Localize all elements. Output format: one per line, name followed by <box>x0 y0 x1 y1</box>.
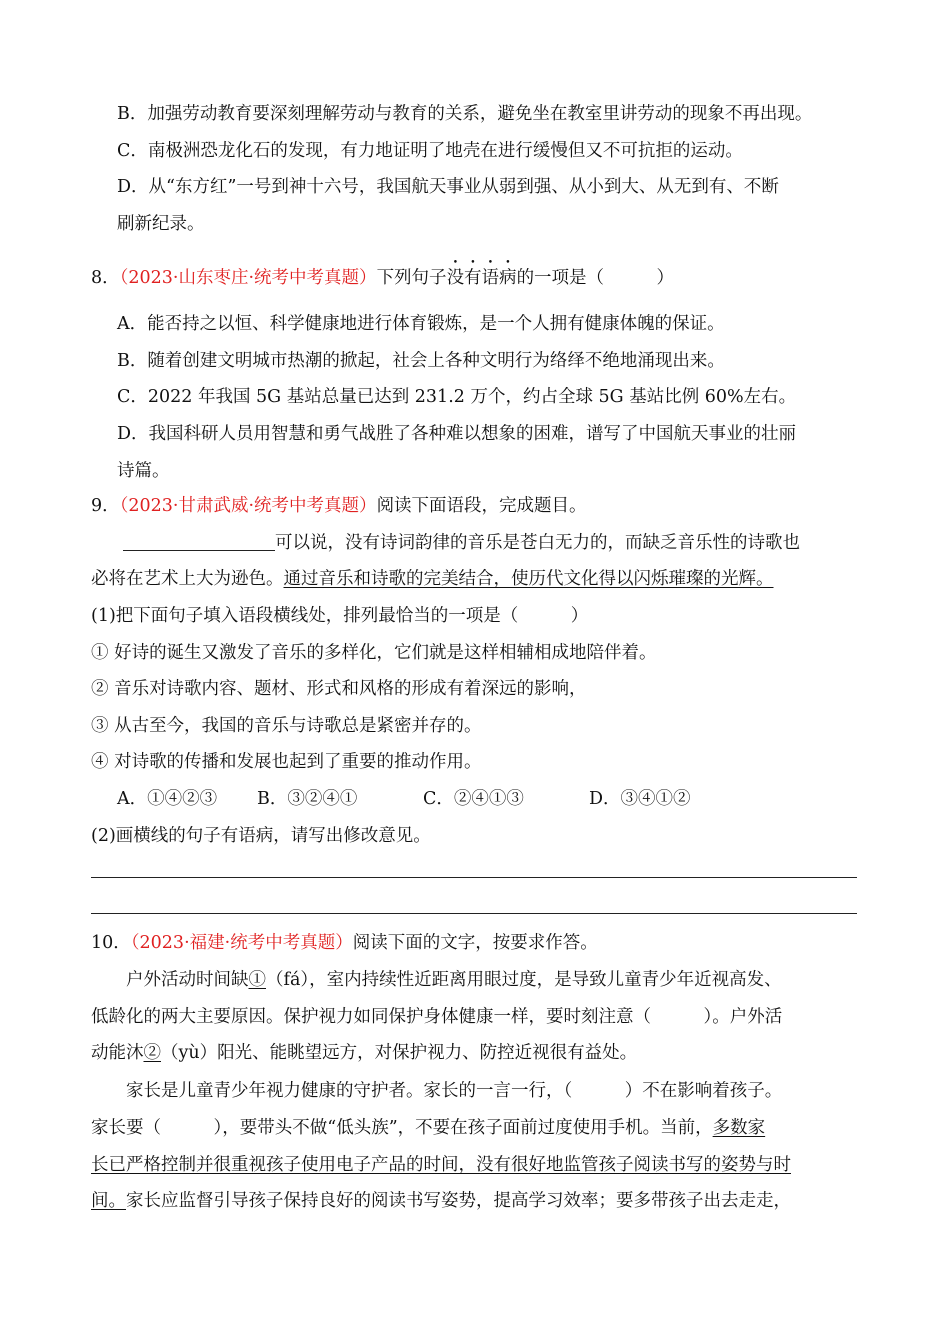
stem-text-end: 的一项是（ ） <box>516 268 675 288</box>
q7-option-d-line1: D．从“东方红”一号到神十六号，我国航天事业从弱到强、从小到大、从无到有、不断 <box>117 177 779 197</box>
q9-option-a: A．①④②③ <box>117 789 218 809</box>
underlined-sentence: 通过音乐和诗歌的完美结合，使历代文化得以闪烁璀璨的光辉。 <box>283 569 774 589</box>
q10-p2-line4 <box>91 1189 791 1213</box>
q9-option-b: B．③②④① <box>257 789 358 809</box>
q10-p1-line3 <box>91 1041 637 1065</box>
q9-passage-line1 <box>123 531 800 555</box>
q9-sentence-4: ④ 对诗歌的传播和发展也起到了重要的推动作用。 <box>91 752 482 772</box>
q9-option-d: D．③④①② <box>589 789 691 809</box>
q7-option-c: C．南极洲恐龙化石的发现，有力地证明了地壳在进行缓慢但又不可抗拒的运动。 <box>117 141 743 161</box>
q7-option-d-line2: 刷新纪录。 <box>117 214 205 234</box>
q10-stem <box>91 931 598 955</box>
q9-sub2: (2)画横线的句子有语病，请写出修改意见。 <box>91 826 431 846</box>
passage-text: （fá），室内持续性近距离用眼过度，是导致儿童青少年近视高发、 <box>266 970 782 990</box>
q7-option-b: B．加强劳动教育要深刻理解劳动与教育的关系，避免坐在教室里讲劳动的现象不再出现。 <box>117 104 813 124</box>
q10-p2-line3 <box>91 1153 791 1177</box>
passage-text: 家长要（ ），要带头不做“低头族”，不要在孩子面前过度使用手机。当前， <box>91 1118 713 1138</box>
stem-text: 阅读下面语段，完成题目。 <box>376 496 587 516</box>
underlined-sentence: 间。 <box>91 1191 126 1211</box>
stem-text: 下列句子 <box>376 268 447 288</box>
passage-text: 户外活动时间缺 <box>126 970 249 990</box>
q8-option-b: B．随着创建文明城市热潮的掀起，社会上各种文明行为络绎不绝地涌现出来。 <box>117 351 725 371</box>
q9-sentence-3: ③ 从古至今，我国的音乐与诗歌总是紧密并存的。 <box>91 716 482 736</box>
q10-p2-line2 <box>91 1116 765 1140</box>
mark-2: ② <box>143 1043 161 1063</box>
q9-passage-line2 <box>91 567 774 591</box>
fill-in-blank[interactable] <box>123 532 275 551</box>
passage-text: （yù）阳光、能眺望远方，对保护视力、防控近视很有益处。 <box>161 1043 638 1063</box>
q9-sentence-1: ① 好诗的诞生又激发了音乐的多样化，它们就是这样相辅相成地陪伴着。 <box>91 643 657 663</box>
question-number: 8． <box>91 268 120 288</box>
passage-text: 可以说，没有诗词韵律的音乐是苍白无力的，而缺乏音乐性的诗歌也 <box>275 533 800 553</box>
q8-option-a: A．能否持之以恒、科学健康地进行体育锻炼，是一个人拥有健康体魄的保证。 <box>117 314 725 334</box>
q8-option-d-line2: 诗篇。 <box>117 461 170 481</box>
question-source: （2023·甘肃武威·统考中考真题） <box>119 496 377 516</box>
stem-text: 阅读下面的文字，按要求作答。 <box>352 933 598 953</box>
emphasized-text: 没有语病 <box>446 268 517 288</box>
question-source: （2023·山东枣庄·统考中考真题） <box>119 268 377 288</box>
passage-text: 必将在艺术上大为逊色。 <box>91 569 284 589</box>
q9-sentence-2: ② 音乐对诗歌内容、题材、形式和风格的形成有着深远的影响， <box>91 679 587 699</box>
underlined-sentence: 多数家 <box>712 1118 766 1138</box>
q10-p1-line1 <box>126 968 782 992</box>
q10-p2-line1: 家长是儿童青少年视力健康的守护者。家长的一言一行，（ ）不在影响着孩子。 <box>126 1081 783 1101</box>
mark-1: ① <box>248 970 266 990</box>
q8-stem <box>91 258 674 290</box>
q9-sub1: (1)把下面句子填入语段横线处，排列最恰当的一项是（ ） <box>91 606 589 626</box>
answer-line-1[interactable] <box>91 877 857 878</box>
question-number: 10． <box>91 933 131 953</box>
q9-stem <box>91 494 587 518</box>
q8-option-c: C．2022 年我国 5G 基站总量已达到 231.2 万个，约占全球 5G 基站比例 60%左右。 <box>117 387 797 407</box>
passage-text: 家长应监督引导孩子保持良好的阅读书写姿势，提高学习效率；要多带孩子出去走走， <box>126 1191 791 1211</box>
question-number: 9． <box>91 496 120 516</box>
underlined-sentence: 长已严格控制并很重视孩子使用电子产品的时间，没有很好地监管孩子阅读书写的姿势与时 <box>91 1155 791 1175</box>
q8-option-d-line1: D．我国科研人员用智慧和勇气战胜了各种难以想象的困难，谱写了中国航天事业的壮丽 <box>117 424 797 444</box>
answer-line-2[interactable] <box>91 913 857 914</box>
question-source: （2023·福建·统考中考真题） <box>130 933 353 953</box>
q10-p1-line2: 低龄化的两大主要原因。保护视力如同保护身体健康一样，要时刻注意（ ）。户外活 <box>91 1007 783 1027</box>
passage-text: 动能沐 <box>91 1043 144 1063</box>
q9-option-c: C．②④①③ <box>423 789 524 809</box>
